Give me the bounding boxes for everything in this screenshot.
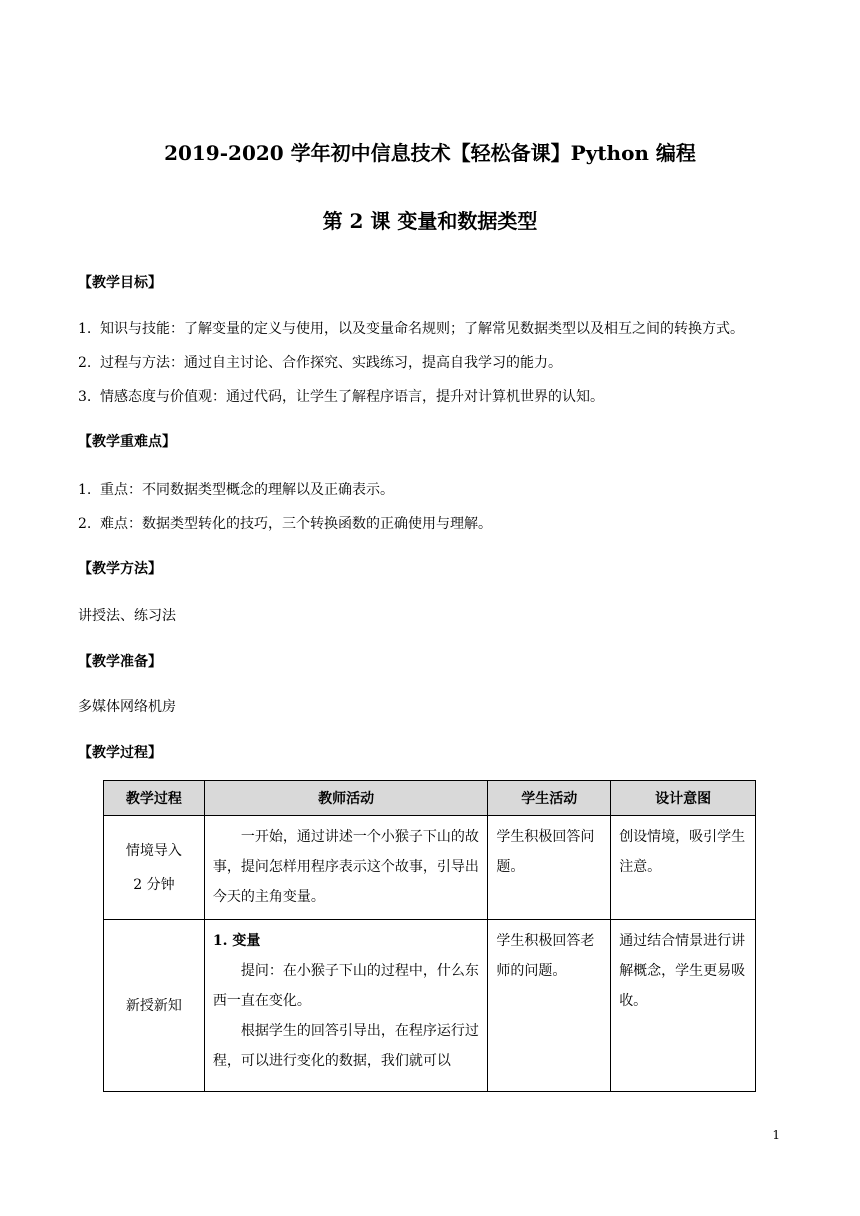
teacher-activity-cell (204, 920, 488, 1092)
student-activity-cell: 学生积极回答问题。 (488, 816, 611, 920)
key-points-heading: 【教学重难点】 (78, 434, 176, 450)
method-heading: 【教学方法】 (78, 561, 162, 577)
key-point-item: 2. 难点：数据类型转化的技巧，三个转换函数的正确使用与理解。 (78, 516, 492, 532)
column-header: 教师活动 (204, 781, 488, 816)
stage-label: 情境导入 (125, 842, 182, 859)
stage-duration: 2 分钟 (133, 876, 175, 893)
lesson-title: 第 2 课 变量和数据类型 (322, 209, 538, 233)
table-row (104, 816, 756, 920)
stage-cell (104, 816, 205, 920)
design-intent-cell: 通过结合情景进行讲解概念，学生更易吸收。 (611, 920, 756, 1092)
objective-item: 2. 过程与方法：通过自主讨论、合作探究、实践练习，提高自我学习的能力。 (78, 355, 562, 371)
method-text: 讲授法、练习法 (78, 608, 176, 624)
preparation-text: 多媒体网络机房 (78, 699, 176, 715)
stage-cell (104, 920, 205, 1092)
teacher-activity-cell (204, 816, 488, 920)
column-header: 学生活动 (488, 781, 611, 816)
preparation-heading: 【教学准备】 (78, 654, 162, 670)
process-table (103, 780, 756, 1092)
objectives-heading: 【教学目标】 (78, 275, 162, 291)
key-point-item: 1. 重点：不同数据类型概念的理解以及正确表示。 (78, 482, 394, 498)
table-row (104, 920, 756, 1092)
design-intent-cell: 创设情境，吸引学生注意。 (611, 816, 756, 920)
teacher-paragraph: 提问：在小猴子下山的过程中，什么东西一直在变化。 (212, 963, 479, 1009)
page-number: 1 (772, 1128, 780, 1142)
column-header: 教学过程 (104, 781, 205, 816)
objective-item: 1. 知识与技能：了解变量的定义与使用，以及变量命名规则；了解常见数据类型以及相互之间的转换方式。 (78, 321, 744, 337)
process-heading: 【教学过程】 (78, 745, 162, 761)
document-title: 2019-2020 学年初中信息技术【轻松备课】Python 编程 (164, 141, 696, 165)
column-header: 设计意图 (611, 781, 756, 816)
table-header-row (104, 781, 756, 816)
stage-label: 新授新知 (125, 997, 182, 1014)
teacher-paragraph: 根据学生的回答引导出，在程序运行过程，可以进行变化的数据，我们就可以 (212, 1023, 479, 1069)
teacher-subheading: 1. 变量 (212, 933, 261, 949)
teacher-paragraph: 一开始，通过讲述一个小猴子下山的故事，提问怎样用程序表示这个故事，引导出今天的主角变量。 (212, 829, 479, 905)
student-activity-cell: 学生积极回答老师的问题。 (488, 920, 611, 1092)
objective-item: 3. 情感态度与价值观：通过代码，让学生了解程序语言，提升对计算机世界的认知。 (78, 389, 604, 405)
